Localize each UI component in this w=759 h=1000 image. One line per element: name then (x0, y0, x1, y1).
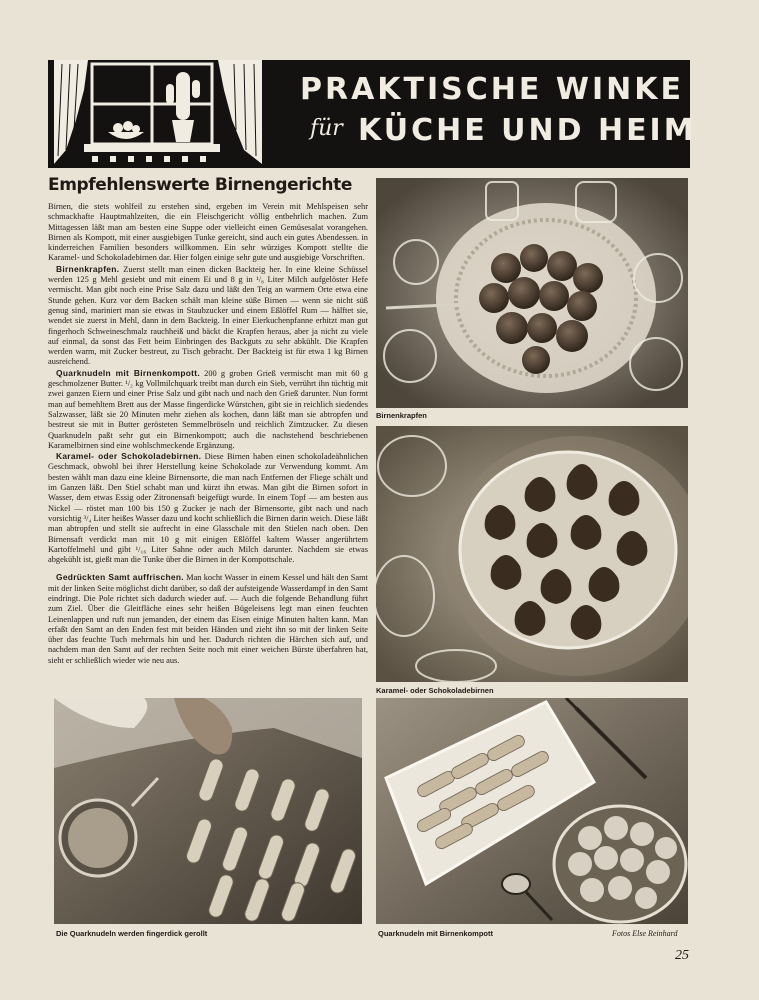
article-paragraph-samt: Gedrückten Samt auffrischen. Man kocht Wasser in einem Kessel und hält den Samt mit der linken Seite möglichst dicht darüber, so daß der aufsteigende Wasserdampf in den Samt eindringt. Die Pole richtet sich dadurch wieder auf. — Auch die folgende Behandlung führt zum Ziel. Über die Gleitfläche eines sehr heißen Bügeleisens legt man einen feuchten Leinenlappen und ruft nun jemanden, der einem das Eisen einige Minuten halten kann. Man erfaßt den Samt an den Enden fest mit beiden Händen und zieht ihn so mit der linken Seite über das feuchte Tuch mehrmals hin und her. Dadurch richten die Härchen sich auf, und nachdem man den Samt auf der rechten Seite noch mit einer weichen Bürste überfahren hat, sieht er schließlich wieder wie neu aus. (48, 572, 368, 665)
caption-karamelbirnen: Karamel- oder Schokoladebirnen (376, 686, 494, 695)
caption-quarknudeln-kompott: Quarknudeln mit Birnenkompott (378, 929, 494, 938)
caption-quarknudeln-gerollt: Die Quarknudeln werden fingerdick gerollt (56, 929, 208, 938)
photo-quarknudeln-gerollt (54, 698, 362, 924)
photo-quarknudeln-kompott (376, 698, 688, 924)
section-title (300, 70, 697, 160)
photo-birnenkrapfen (376, 178, 688, 408)
article-paragraph-birnenkrapfen: Birnenkrapfen. Zuerst stellt man einen dicken Backteig her. In eine kleine Schüssel werden 125 g Mehl gesiebt und mit einem Ei und 8 g in ¹/₈ Liter Milch aufgelöster Hefe vermischt. Man gibt noch eine Prise Salz dazu und läßt den Teig an warmem Orte etwa eine Stunde gehen. Kurz vor dem Backen schält man kleine süße Birnen — wenn sie nicht süß genug sind, mariniert man sie etwas in Staubzucker und einem Eßlöffel Rum — hälftet sie, wendet sie zuerst in Mehl, dann in dem Backteig. In einer Eierkuchenpfanne erhitzt man gut fingerhoch Schweineschmalz rauchheiß und bäckt die Krapfen heraus, aber ja nicht zu viele auf einmal, da sonst das Fett beim Einbringen des Backguts zu sehr abkühlt. Die Krapfen werden warm, mit Zucker bestreut, zu Tisch gebracht. Der Backteig ist für etwa 1 kg Birnen ausreichend. (48, 263, 368, 367)
kitchen-window-illustration (48, 60, 268, 168)
caption-birnenkrapfen: Birnenkrapfen (376, 411, 427, 420)
photo-karamelbirnen (376, 426, 688, 682)
page-number: 25 (675, 948, 689, 963)
title-line-1: PRAKTISCHE WINKE (300, 72, 684, 107)
article-paragraph-quarknudeln: Quarknudeln mit Birnenkompott. 200 g groben Grieß vermischt man mit 60 g geschmolzener Butter. ¹/₂ kg Vollmilchquark treibt man durch ein Sieb, verrührt ihn tüchtig mit zwei ganzen Eiern und einer Prise Salz und gibt nach und nach den Grieß darunter. Nun formt man auf bemehltem Brett aus der Masse fingerdicke Würstchen, gibt sie in reichlich siedendes Salzwasser, läßt sie 20 Minuten mehr ziehen als kochen, dann läßt man sie abtropfen und bestreut sie mit in Butter gerösteten Semmelbröseln und reichlich Zimtzucker. Zu diesen Quarknudeln paßt sehr gut ein Birnenkompott; auch die nachstehend beschriebenen Karamelbirnen sind eine wohlschmeckende Ergänzung. (48, 367, 368, 450)
article-paragraph-intro: Birnen, die stets wohlfeil zu erstehen sind, ergeben im Verein mit Mehlspeisen sehr schmackhafte Hauptmahlzeiten, die ein Fleischgericht völlig entbehrlich machen. Zum Mittagessen läßt man am besten eine Suppe oder vielleicht einen Gemüsesalat vorangehen. Birnen als Kompott, mit einer ausgiebigen Tunke gereicht, sind auch ein gutes Abendessen. in kinderreichen Familien besonders willkommen. Ein sehr würziges Kompott stellte die Karamel- und Schokoladebirnen dar. Hier folgen einige sehr gute und ausgiebige Vorschriften. (48, 202, 368, 263)
title-fuer: für (310, 116, 343, 141)
article-title: Empfehlenswerte Birnengerichte (48, 175, 352, 195)
article-column (48, 175, 368, 690)
photo-credit: Fotos Else Reinhard (612, 929, 678, 938)
page-header (48, 60, 697, 168)
article-paragraph-karamelbirnen: Karamel- oder Schokoladebirnen. Diese Birnen haben einen schokoladeähnlichen Geschmack, obwohl bei ihrer Herstellung keine Schokolade zur Verwendung kommt. Am besten wählt man dazu eine kleine Birnensorte, die man nach Entfernen der Fliege schält und im Ganzen läßt. Den Stiel schabt man und kürzt ihn etwas. Man gibt die Birnen sofort in Wasser, dem etwas Essig oder Zitronensaft beigefügt wurde. In einem Topf — am besten aus Nickel — röstet man 100 bis 150 g Zucker je nach der Birnensorte, gibt nach und nach vorsichtig ³/₄ Liter heißes Wasser dazu und kocht schließlich die Birnen darin weich. Diese läßt man abtropfen und stellt sie aufrecht in eine Glasschale mit den Stielen nach oben. Den Birnensaft verdickt man mit 10 g mit einigen Eßlöffel kaltem Wasser angerührtem Kartoffelmehl und gibt ¹/₁₆ Liter Sahne oder auch Milch darunter. Nachdem sie etwas abgekühlt ist, gießt man die Tunke über die Birnen in der Kompottschale. (48, 451, 368, 565)
title-line-2: KÜCHE UND HEIM (358, 113, 697, 148)
